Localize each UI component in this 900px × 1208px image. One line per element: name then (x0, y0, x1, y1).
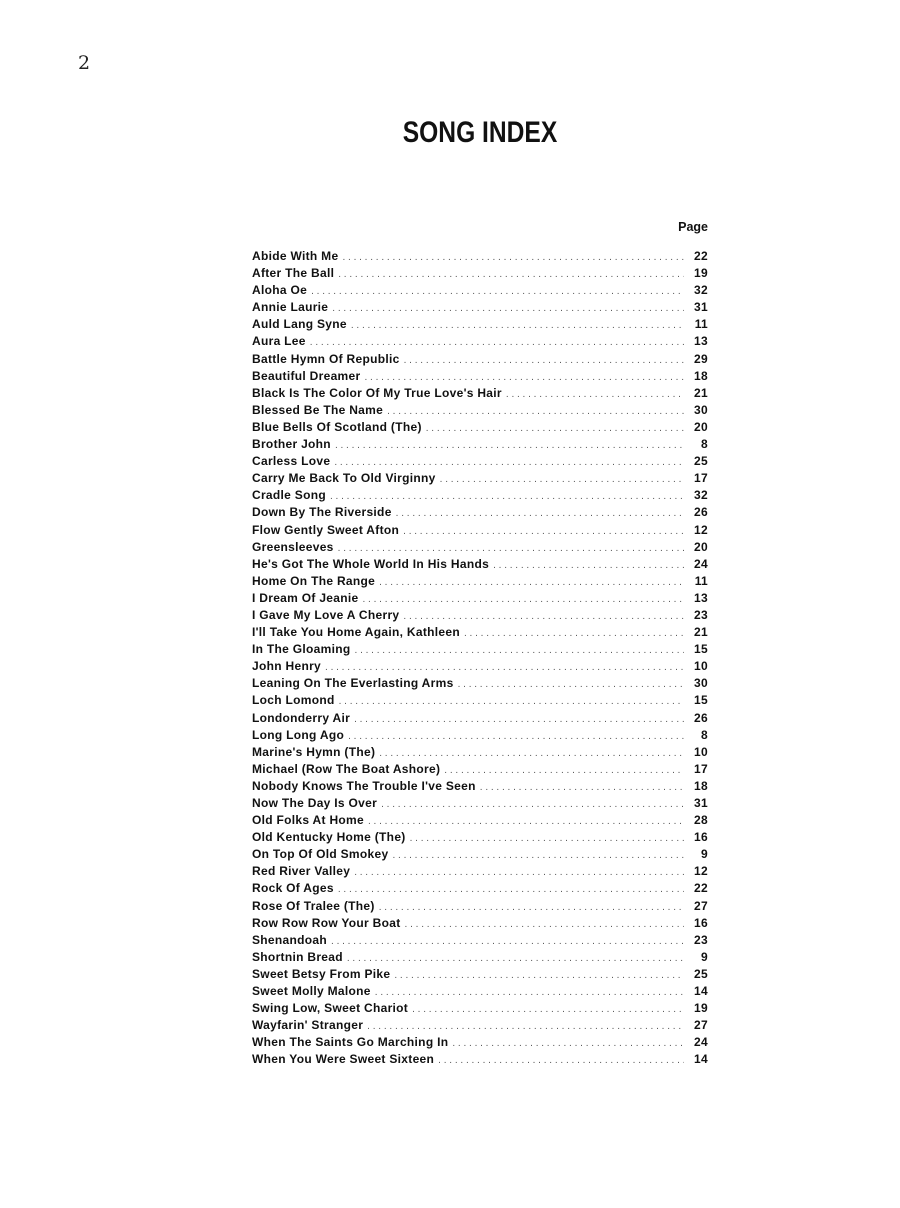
song-title: Rock Of Ages (252, 881, 334, 896)
song-title: Rose Of Tralee (The) (252, 898, 375, 913)
song-title: Wayfarin' Stranger (252, 1018, 364, 1033)
song-page-number: 23 (694, 932, 708, 947)
dot-leader (440, 471, 684, 488)
song-page-number: 29 (694, 351, 708, 366)
song-page-number: 13 (694, 334, 708, 349)
list-item (252, 1051, 710, 1068)
dot-leader (348, 728, 684, 745)
list-item (252, 812, 710, 829)
song-title: Nobody Knows The Trouble I've Seen (252, 778, 476, 793)
dot-leader (364, 369, 684, 386)
song-page-number: 30 (694, 676, 708, 691)
song-page-number: 11 (694, 573, 708, 588)
song-page-number: 14 (694, 1052, 708, 1067)
list-item (252, 727, 710, 744)
list-item (252, 658, 710, 675)
song-title: After The Ball (252, 266, 335, 281)
song-page-number: 20 (694, 539, 708, 554)
dot-leader (452, 1035, 684, 1052)
song-page-number: 11 (694, 317, 708, 332)
song-page-number: 22 (694, 881, 708, 896)
song-page-number: 9 (701, 847, 708, 862)
list-item (252, 248, 710, 265)
dot-leader (330, 488, 684, 505)
list-item (252, 333, 710, 350)
list-item (252, 351, 710, 368)
list-item (252, 898, 710, 915)
song-title: Flow Gently Sweet Afton (252, 522, 400, 537)
song-page-number: 32 (694, 283, 708, 298)
dot-leader (351, 317, 684, 334)
list-item (252, 299, 710, 316)
list-item (252, 487, 710, 504)
list-item (252, 436, 710, 453)
dot-leader (342, 249, 684, 266)
song-title: When The Saints Go Marching In (252, 1035, 449, 1050)
dot-leader (403, 523, 684, 540)
dot-leader (506, 386, 684, 403)
song-page-number: 24 (694, 1035, 708, 1050)
song-page-number: 31 (694, 300, 708, 315)
song-page-number: 16 (694, 830, 708, 845)
dot-leader (354, 864, 684, 881)
song-page-number: 23 (694, 607, 708, 622)
song-title: John Henry (252, 659, 322, 674)
dot-leader (405, 916, 684, 933)
song-title: Black Is The Color Of My True Love's Hair (252, 385, 502, 400)
list-item (252, 641, 710, 658)
dot-leader (338, 266, 684, 283)
list-item (252, 983, 710, 1000)
dot-leader (334, 454, 684, 471)
song-page-number: 12 (694, 522, 708, 537)
song-page-number: 31 (694, 796, 708, 810)
song-title: On Top Of Old Smokey (252, 847, 389, 862)
song-page-number: 25 (694, 966, 708, 981)
song-title: Abide With Me (252, 249, 339, 263)
dot-leader (367, 1018, 684, 1035)
song-title: Aura Lee (252, 334, 306, 349)
page-number: 2 (78, 52, 91, 74)
song-title: Home On The Range (252, 573, 376, 588)
song-title: Greensleeves (252, 539, 334, 554)
song-page-number: 21 (694, 385, 708, 400)
dot-leader (355, 642, 684, 659)
song-title: Now The Day Is Over (252, 796, 378, 810)
list-item (252, 863, 710, 880)
list-item (252, 761, 710, 778)
page-column-label: Page (678, 220, 708, 234)
song-title: Blessed Be The Name (252, 402, 384, 417)
list-item (252, 949, 710, 966)
list-item (252, 932, 710, 949)
list-item (252, 829, 710, 846)
list-item (252, 744, 710, 761)
dot-leader (387, 403, 684, 420)
song-title: Marine's Hymn (The) (252, 744, 376, 759)
song-page-number: 21 (694, 625, 708, 640)
list-item (252, 915, 710, 932)
song-title: I Gave My Love A Cherry (252, 607, 400, 622)
dot-leader (426, 420, 684, 437)
song-page-number: 10 (694, 744, 708, 759)
song-title: Aloha Oe (252, 283, 308, 298)
song-page-number: 8 (701, 437, 708, 452)
list-item (252, 522, 710, 539)
song-page-number: 24 (694, 556, 708, 571)
list-item (252, 710, 710, 727)
list-item (252, 607, 710, 624)
list-item (252, 675, 710, 692)
list-item (252, 573, 710, 590)
list-item (252, 778, 710, 795)
song-title: He's Got The Whole World In His Hands (252, 556, 490, 571)
song-page-number: 28 (694, 813, 708, 828)
song-title: Blue Bells Of Scotland (The) (252, 419, 422, 434)
song-page-number: 26 (694, 710, 708, 725)
song-title: Sweet Betsy From Pike (252, 966, 391, 981)
list-item (252, 282, 710, 299)
dot-leader (310, 334, 684, 351)
song-page-number: 8 (701, 727, 708, 742)
dot-leader (444, 762, 684, 779)
dot-leader (394, 967, 684, 984)
dot-leader (379, 745, 684, 762)
list-item (252, 419, 710, 436)
list-item (252, 556, 710, 573)
song-page-number: 22 (694, 249, 708, 263)
song-title: I'll Take You Home Again, Kathleen (252, 625, 460, 640)
song-title: Carry Me Back To Old Virginny (252, 471, 436, 486)
dot-leader (331, 933, 684, 950)
song-page-number: 14 (694, 984, 708, 999)
list-item (252, 402, 710, 419)
song-title: Brother John (252, 437, 331, 452)
dot-leader (339, 693, 684, 710)
song-title: Battle Hymn Of Republic (252, 351, 400, 366)
song-title: Leaning On The Everlasting Arms (252, 676, 454, 691)
list-item (252, 470, 710, 487)
song-title: Old Kentucky Home (The) (252, 830, 406, 845)
song-page-number: 10 (694, 659, 708, 674)
song-title: Sweet Molly Malone (252, 984, 371, 999)
dot-leader (493, 557, 684, 574)
list-item (252, 504, 710, 521)
song-title: Loch Lomond (252, 693, 335, 708)
song-title: Red River Valley (252, 864, 351, 879)
dot-leader (362, 591, 684, 608)
dot-leader (379, 574, 684, 591)
dot-leader (375, 984, 684, 1001)
dot-leader (464, 625, 684, 642)
song-page-number: 17 (694, 471, 708, 486)
dot-leader (379, 899, 684, 916)
song-page-number: 30 (694, 402, 708, 417)
dot-leader (338, 881, 684, 898)
song-title: I Dream Of Jeanie (252, 590, 359, 605)
list-item (252, 1034, 710, 1051)
dot-leader (412, 1001, 684, 1018)
song-title: Down By The Riverside (252, 505, 392, 520)
dot-leader (335, 437, 684, 454)
dot-leader (404, 352, 684, 369)
song-page-number: 32 (694, 488, 708, 503)
list-item (252, 795, 710, 812)
list-item (252, 368, 710, 385)
dot-leader (381, 796, 684, 813)
song-title: Michael (Row The Boat Ashore) (252, 761, 441, 776)
song-title: Cradle Song (252, 488, 326, 503)
song-page-number: 19 (694, 1001, 708, 1016)
song-page-number: 25 (694, 454, 708, 469)
dot-leader (368, 813, 684, 830)
song-index (252, 216, 710, 1069)
song-page-number: 16 (694, 915, 708, 930)
song-page-number: 19 (694, 266, 708, 281)
song-page-number: 13 (694, 590, 708, 605)
dot-leader (311, 283, 684, 300)
dot-leader (332, 300, 684, 317)
list-item (252, 265, 710, 282)
page-title: SONG INDEX (402, 116, 558, 149)
song-title: Shenandoah (252, 932, 328, 947)
list-item (252, 590, 710, 607)
song-page-number: 27 (694, 1018, 708, 1033)
dot-leader (480, 779, 684, 796)
dot-leader (354, 711, 684, 728)
list-item (252, 316, 710, 333)
song-page-number: 26 (694, 505, 708, 520)
list-item (252, 846, 710, 863)
list-item (252, 966, 710, 983)
song-title: When You Were Sweet Sixteen (252, 1052, 435, 1067)
dot-leader (392, 847, 684, 864)
list-item (252, 1017, 710, 1034)
song-page-number: 18 (694, 778, 708, 793)
song-title: Auld Lang Syne (252, 317, 347, 332)
list-item (252, 624, 710, 641)
song-page-number: 9 (701, 949, 708, 964)
song-page-number: 27 (694, 898, 708, 913)
song-title: Beautiful Dreamer (252, 368, 361, 383)
dot-leader (403, 608, 684, 625)
song-page-number: 20 (694, 419, 708, 434)
list-item (252, 1000, 710, 1017)
song-title: Old Folks At Home (252, 813, 364, 828)
song-title: Swing Low, Sweet Chariot (252, 1001, 409, 1016)
song-title: In The Gloaming (252, 642, 351, 657)
dot-leader (458, 676, 684, 693)
song-page-number: 18 (694, 368, 708, 383)
list-item (252, 692, 710, 709)
song-title: Annie Laurie (252, 300, 329, 315)
list-item (252, 453, 710, 470)
list-item (252, 539, 710, 556)
dot-leader (410, 830, 684, 847)
dot-leader (438, 1052, 684, 1069)
song-title: Long Long Ago (252, 727, 345, 742)
dot-leader (338, 540, 684, 557)
song-page-number: 12 (694, 864, 708, 879)
song-page-number: 15 (694, 693, 708, 708)
dot-leader (347, 950, 684, 967)
list-item (252, 880, 710, 897)
song-title: Shortnin Bread (252, 949, 343, 964)
dot-leader (325, 659, 684, 676)
song-page-number: 15 (694, 642, 708, 657)
song-title: Londonderry Air (252, 710, 351, 725)
dot-leader (396, 505, 684, 522)
song-list (252, 248, 710, 1069)
song-title: Carless Love (252, 454, 331, 469)
list-item (252, 385, 710, 402)
song-title: Row Row Row Your Boat (252, 915, 401, 930)
song-page-number: 17 (694, 761, 708, 776)
